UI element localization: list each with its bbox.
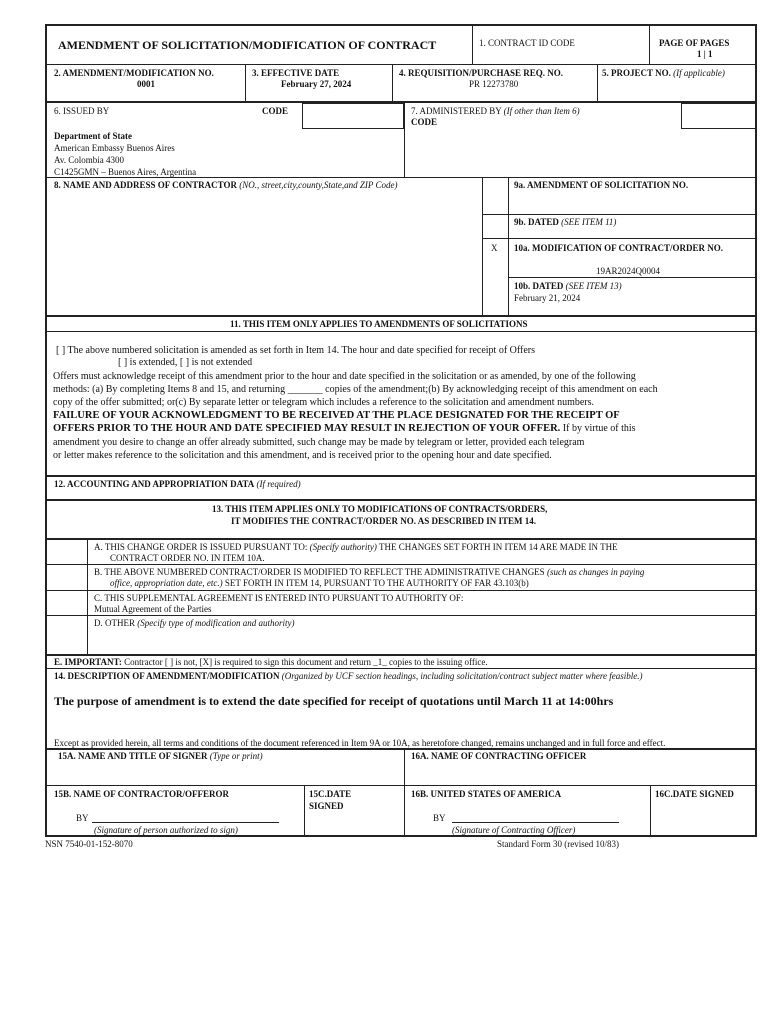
signer-name-label: [58, 751, 263, 762]
item-13d-pre: D. OTHER: [94, 618, 138, 628]
item-13a-post: THE CHANGES SET FORTH IN ITEM 14 ARE MADE IN THE: [376, 542, 618, 552]
admin-code-label: CODE: [411, 117, 438, 127]
item-11-heading: 11. THIS ITEM ONLY APPLIES TO AMENDMENTS OF SOLICITATIONS: [230, 319, 528, 329]
item-10a-value: 19AR2024Q0004: [596, 266, 661, 276]
item-13b-post: SET FORTH IN ITEM 14, PURSUANT TO THE AUTHORITY OF FAR 43.103(b): [222, 578, 529, 588]
item-9b-label: [514, 217, 616, 228]
divider: [472, 25, 473, 64]
signer-name-text: 15A. NAME AND TITLE OF SIGNER: [58, 751, 208, 761]
administered-by-note: (If other than Item 6): [503, 106, 580, 116]
contractor-text: 8. NAME AND ADDRESS OF CONTRACTOR: [54, 180, 238, 190]
amendment-purpose: The purpose of amendment is to extend the date specified for receipt of quotations until March 11 at 14:00hrs: [54, 694, 614, 708]
administered-by-label: [411, 106, 580, 117]
item-12-note: (If required): [256, 479, 301, 489]
divider: [404, 749, 405, 836]
item-11-warning-2-bold: OFFERS PRIOR TO THE HOUR AND DATE SPECIFIED MAY RESULT IN REJECTION OF YOUR OFFER.: [53, 423, 561, 434]
page-value: 1 | 1: [697, 49, 713, 59]
issued-code-label: CODE: [262, 106, 289, 116]
signer-name-note: (Type or print): [209, 751, 263, 761]
item-13a-pre: A. THIS CHANGE ORDER IS ISSUED PURSUANT TO:: [94, 542, 310, 552]
item-9b-note: (SEE ITEM 11): [561, 217, 617, 227]
item-12-text: 12. ACCOUNTING AND APPROPRIATION DATA: [54, 479, 255, 489]
divider: [46, 331, 756, 332]
divider: [304, 786, 305, 836]
item-14-except: Except as provided herein, all terms and conditions of the document referenced in Item 9A or 10A, as heretofore changed, remains unchanged and in full force and effect.: [54, 738, 666, 748]
divider: [46, 64, 756, 65]
item-13a-note: (Specify authority): [309, 542, 377, 552]
divider: [404, 103, 405, 177]
item-13b-checkbox[interactable]: [47, 565, 87, 589]
item-13d-line-1: [94, 618, 294, 629]
admin-code-field[interactable]: [681, 103, 756, 129]
contractor-offeror-label: 15B. NAME OF CONTRACTOR/OFFEROR: [54, 789, 230, 799]
administered-by-text: 7. ADMINISTERED BY: [411, 106, 502, 116]
item-9b-text: 9b. DATED: [514, 217, 559, 227]
item-10a-label: 10a. MODIFICATION OF CONTRACT/ORDER NO.: [514, 243, 724, 253]
contractor-by-label: BY: [76, 813, 89, 823]
project-no-label: [602, 68, 725, 79]
divider: [508, 177, 509, 315]
item-10b-value: February 21, 2024: [514, 293, 581, 303]
officer-signature-line[interactable]: [452, 822, 619, 823]
item-13a-checkbox[interactable]: [47, 540, 87, 564]
issuer-name: Department of State: [54, 131, 132, 141]
item-13b-note: (such as changes in paying: [546, 567, 645, 577]
item-13b-pre: B. THE ABOVE NUMBERED CONTRACT/ORDER IS MODIFIED TO REFLECT THE ADMINISTRATIVE CHANGES: [94, 567, 547, 577]
item-10b-note: (SEE ITEM 13): [565, 281, 622, 291]
item-11-line-1: [ ] The above numbered solicitation is amended as set forth in Item 14. The hour and date specified for receipt of Offers: [56, 345, 536, 356]
issuer-address-3: C1425GMN – Buenos Aires, Argentina: [54, 167, 197, 177]
effective-date-value: February 27, 2024: [281, 79, 352, 89]
item-13b-line-2: [110, 578, 529, 589]
date-signed-15c-1: 15C.DATE: [309, 789, 352, 799]
divider: [46, 654, 756, 656]
project-no-text: 5. PROJECT NO.: [602, 68, 671, 78]
item-13-heading-1: 13. THIS ITEM APPLIES ONLY TO MODIFICATIONS OF CONTRACTS/ORDERS,: [212, 504, 548, 514]
item-11-line-5: copy of the offer submitted; or(c) By separate letter or telegram which includes a reference to the solicitation and amendment numbers.: [53, 397, 595, 408]
item-13b-note-2: office, appropriation date, etc.): [110, 578, 223, 588]
divider: [482, 214, 756, 215]
item-13-heading-2: IT MODIFIES THE CONTRACT/ORDER NO. AS DESCRIBED IN ITEM 14.: [231, 516, 536, 526]
divider: [46, 590, 756, 591]
page-label: PAGE OF PAGES: [659, 38, 730, 48]
divider: [46, 315, 756, 317]
item-10a-checkmark[interactable]: X: [491, 243, 498, 253]
important-text: Contractor [ ] is not, [X] is required to sign this document and return _1_ copies to the issuing office.: [121, 657, 488, 667]
divider: [597, 64, 598, 102]
date-signed-16c: 16C.DATE SIGNED: [655, 789, 734, 799]
divider: [46, 177, 756, 178]
item-13c-line-1: C. THIS SUPPLEMENTAL AGREEMENT IS ENTERED INTO PURSUANT TO AUTHORITY OF:: [94, 593, 464, 603]
divider: [508, 277, 756, 278]
officer-by-label: BY: [433, 813, 446, 823]
date-signed-15c-2: SIGNED: [309, 801, 344, 811]
item-11-line-3: Offers must acknowledge receipt of this amendment prior to the hour and date specified in the solicitation or as amended, by one of the following: [53, 371, 636, 382]
contractor-label: [54, 180, 398, 191]
issuer-address-1: American Embassy Buenos Aires: [54, 143, 175, 153]
item-11-line-2: [ ] is extended, [ ] is not extended: [118, 357, 253, 368]
effective-date-label: 3. EFFECTIVE DATE: [252, 68, 340, 78]
item-13a-line-1: [94, 542, 618, 553]
item-14-label: [54, 671, 643, 682]
issued-by-label: 6. ISSUED BY: [54, 106, 110, 116]
divider: [46, 668, 756, 669]
divider: [46, 499, 756, 501]
nsn-number: NSN 7540-01-152-8070: [45, 839, 133, 849]
divider: [46, 475, 756, 477]
requisition-label: 4. REQUISITION/PURCHASE REQ. NO.: [399, 68, 564, 78]
checkbox-column-divider: [87, 539, 88, 655]
item-13d-note: (Specify type of modification and authority): [137, 618, 295, 628]
divider: [245, 64, 246, 102]
project-no-note: (If applicable): [673, 68, 725, 78]
form-title: AMENDMENT OF SOLICITATION/MODIFICATION OF CONTRACT: [58, 38, 437, 52]
item-13b-line-1: [94, 567, 644, 578]
contractor-note: (NO., street,city,county,State,and ZIP Code): [239, 180, 398, 190]
officer-signature-note: (Signature of Contracting Officer): [452, 825, 576, 835]
item-13c-line-2: Mutual Agreement of the Parties: [94, 604, 212, 614]
standard-form: Standard Form 30 (revised 10/83): [497, 839, 619, 849]
item-13a-line-2: CONTRACT ORDER NO. IN ITEM 10A.: [110, 553, 265, 563]
item-11-warning-2-rest: If by virtue of this: [560, 423, 636, 434]
issued-code-field[interactable]: [302, 103, 404, 129]
item-11-line-9: or letter makes reference to the solicitation and this amendment, and is received prior to the opening hour and date specified.: [53, 450, 552, 461]
divider: [649, 25, 650, 64]
contracting-officer-label: 16A. NAME OF CONTRACTING OFFICER: [411, 751, 587, 761]
item-12-label: [54, 479, 301, 490]
issuer-address-2: Av. Colombia 4300: [54, 155, 124, 165]
amendment-no-value: 0001: [137, 79, 155, 89]
usa-label: 16B. UNITED STATES OF AMERICA: [411, 789, 562, 799]
divider: [46, 615, 756, 616]
item-13d-checkbox[interactable]: [47, 616, 87, 654]
important-line: [54, 657, 488, 668]
divider: [650, 786, 651, 836]
divider: [482, 177, 483, 315]
requisition-value: PR 12273780: [469, 79, 519, 89]
divider: [482, 238, 756, 239]
item-14-note: (Organized by UCF section headings, including solicitation/contract subject matter where feasible.): [281, 671, 643, 681]
item-10b-text: 10b. DATED: [514, 281, 564, 291]
item-9a-label: 9a. AMENDMENT OF SOLICITATION NO.: [514, 180, 689, 190]
important-label: E. IMPORTANT:: [54, 657, 122, 667]
item-14-text: 14. DESCRIPTION OF AMENDMENT/MODIFICATION: [54, 671, 280, 681]
contract-id-label: 1. CONTRACT ID CODE: [479, 38, 575, 48]
item-11-warning-1: FAILURE OF YOUR ACKNOWLEDGMENT TO BE RECEIVED AT THE PLACE DESIGNATED FOR THE RECEIPT OF: [53, 410, 620, 421]
item-11-line-4: methods: (a) By completing Items 8 and 15, and returning _______ copies of the amendment;(b) By acknowledging receipt of this amendment on each: [53, 384, 658, 395]
item-13c-checkbox[interactable]: [47, 591, 87, 615]
divider: [46, 538, 756, 540]
contractor-signature-line[interactable]: [92, 822, 279, 823]
amendment-no-label: 2. AMENDMENT/MODIFICATION NO.: [54, 68, 214, 78]
divider: [392, 64, 393, 102]
divider: [46, 564, 756, 565]
item-11-warning-2: [53, 423, 636, 435]
item-11-line-8: amendment you desire to change an offer already submitted, such change may be made by telegram or letter, provided each telegram: [53, 437, 585, 448]
item-10b-label: [514, 281, 622, 292]
contractor-signature-note: (Signature of person authorized to sign): [94, 825, 238, 835]
divider: [46, 748, 756, 750]
